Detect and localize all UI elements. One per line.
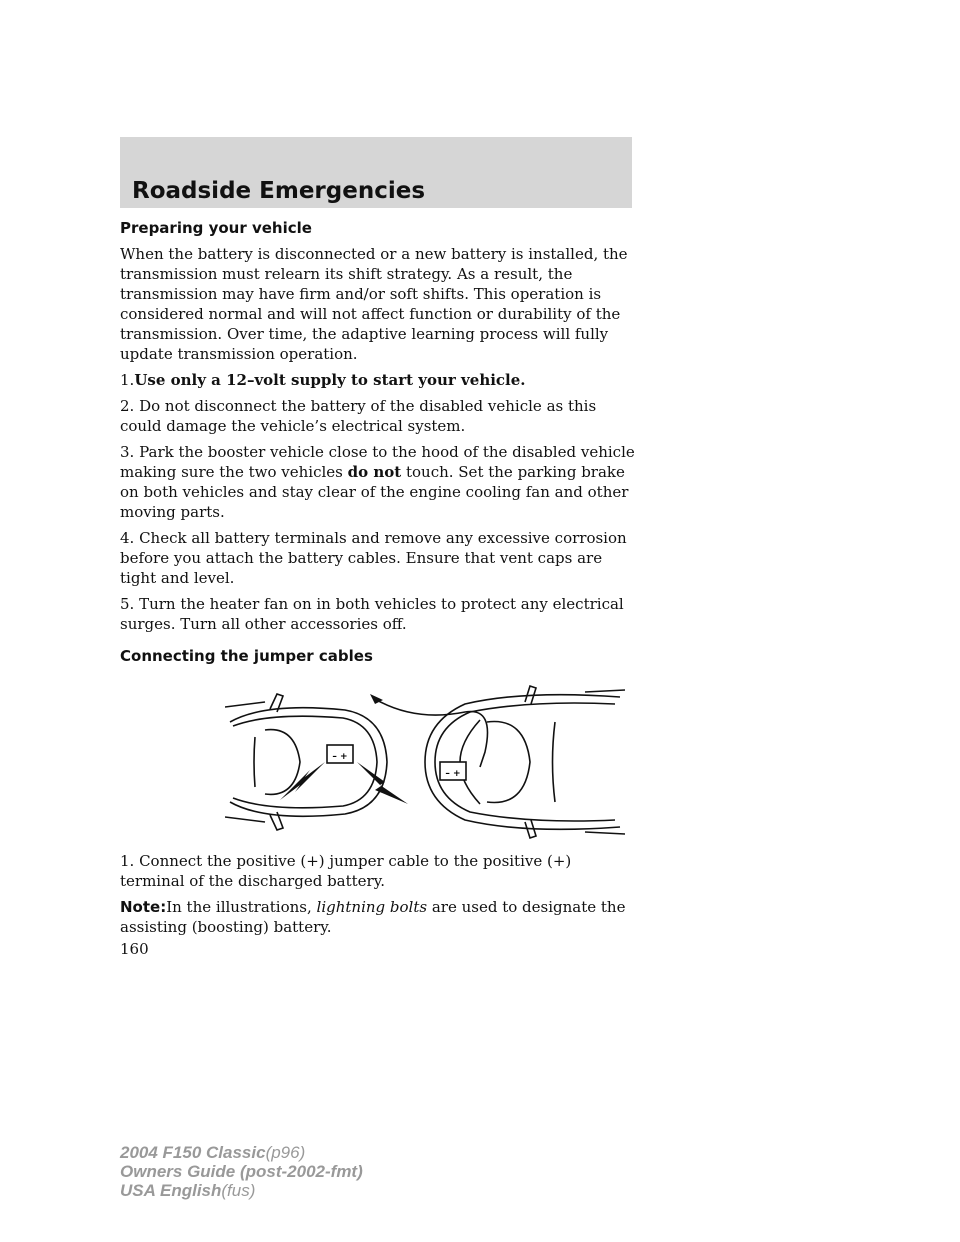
section-heading-preparing: Preparing your vehicle: [120, 219, 312, 237]
battery-right-label: – +: [445, 769, 461, 779]
step-1: [120, 370, 640, 390]
footer-model-code: (p96): [265, 1143, 306, 1162]
note-pre: In the illustrations,: [166, 898, 312, 916]
page-title: Roadside Emergencies: [132, 178, 426, 204]
step-1-text: Use only a 12–volt supply to start your vehicle.: [134, 371, 526, 389]
connect-step-1: 1. Connect the positive (+) jumper cable to the positive (+) terminal of the discharged battery.: [120, 852, 572, 890]
intro-paragraph: When the battery is disconnected or a new battery is installed, the transmission must relearn its shift strategy. As a result, the transmission may have firm and/or soft shifts. This operation is considered normal and will not affect function or durability of the transmission. Over time, the adaptive learning process will fully update transmission operation.: [120, 245, 628, 363]
step-3-emphasis: do not: [347, 463, 402, 481]
step-5: 5. Turn the heater fan on in both vehicles to protect any electrical surges. Turn all other accessories off.: [120, 595, 624, 633]
step-4: 4. Check all battery terminals and remove any excessive corrosion before you attach the battery cables. Ensure that vent caps are tight and level.: [120, 529, 627, 587]
step-1-number: 1.: [120, 371, 135, 389]
section-heading-connecting: Connecting the jumper cables: [120, 647, 373, 665]
step-3-pre: 3. Park the booster vehicle close to the hood of the disabled vehicle making sure the two vehicles: [120, 443, 635, 481]
note-post: are used to designate the assisting (boosting) battery.: [120, 898, 626, 936]
disabled-vehicle-drawing: [225, 694, 387, 830]
footer-line-1: [120, 1143, 363, 1162]
battery-left-label: – +: [332, 752, 348, 762]
jumper-cables-illustration: [225, 682, 625, 842]
note-label: Note:: [120, 898, 167, 916]
step-3-post: touch. Set the parking brake on both vehicles and stay clear of the engine cooling fan and other moving parts.: [120, 463, 629, 521]
footer-model: 2004 F150 Classic: [120, 1143, 266, 1162]
battery-right-icon: [440, 762, 466, 780]
battery-left-icon: [327, 745, 353, 763]
step-2: 2. Do not disconnect the battery of the disabled vehicle as this could damage the vehicle’s electrical system.: [120, 397, 597, 435]
lightning-bolt-icon-right: [357, 762, 408, 804]
footer-language-code: (fus): [221, 1181, 256, 1200]
note: [120, 897, 640, 937]
footer-language: USA English: [120, 1181, 222, 1200]
step-3: [120, 442, 640, 522]
page-number: 160: [120, 940, 149, 958]
footer: [120, 1143, 363, 1200]
note-italic: lightning bolts: [316, 898, 428, 916]
lightning-bolt-icon-left: [280, 762, 325, 800]
footer-line-3: [120, 1181, 363, 1200]
main-content: [120, 218, 640, 943]
footer-line-2: Owners Guide (post-2002-fmt): [120, 1162, 363, 1181]
section-header-bar: [120, 137, 632, 208]
